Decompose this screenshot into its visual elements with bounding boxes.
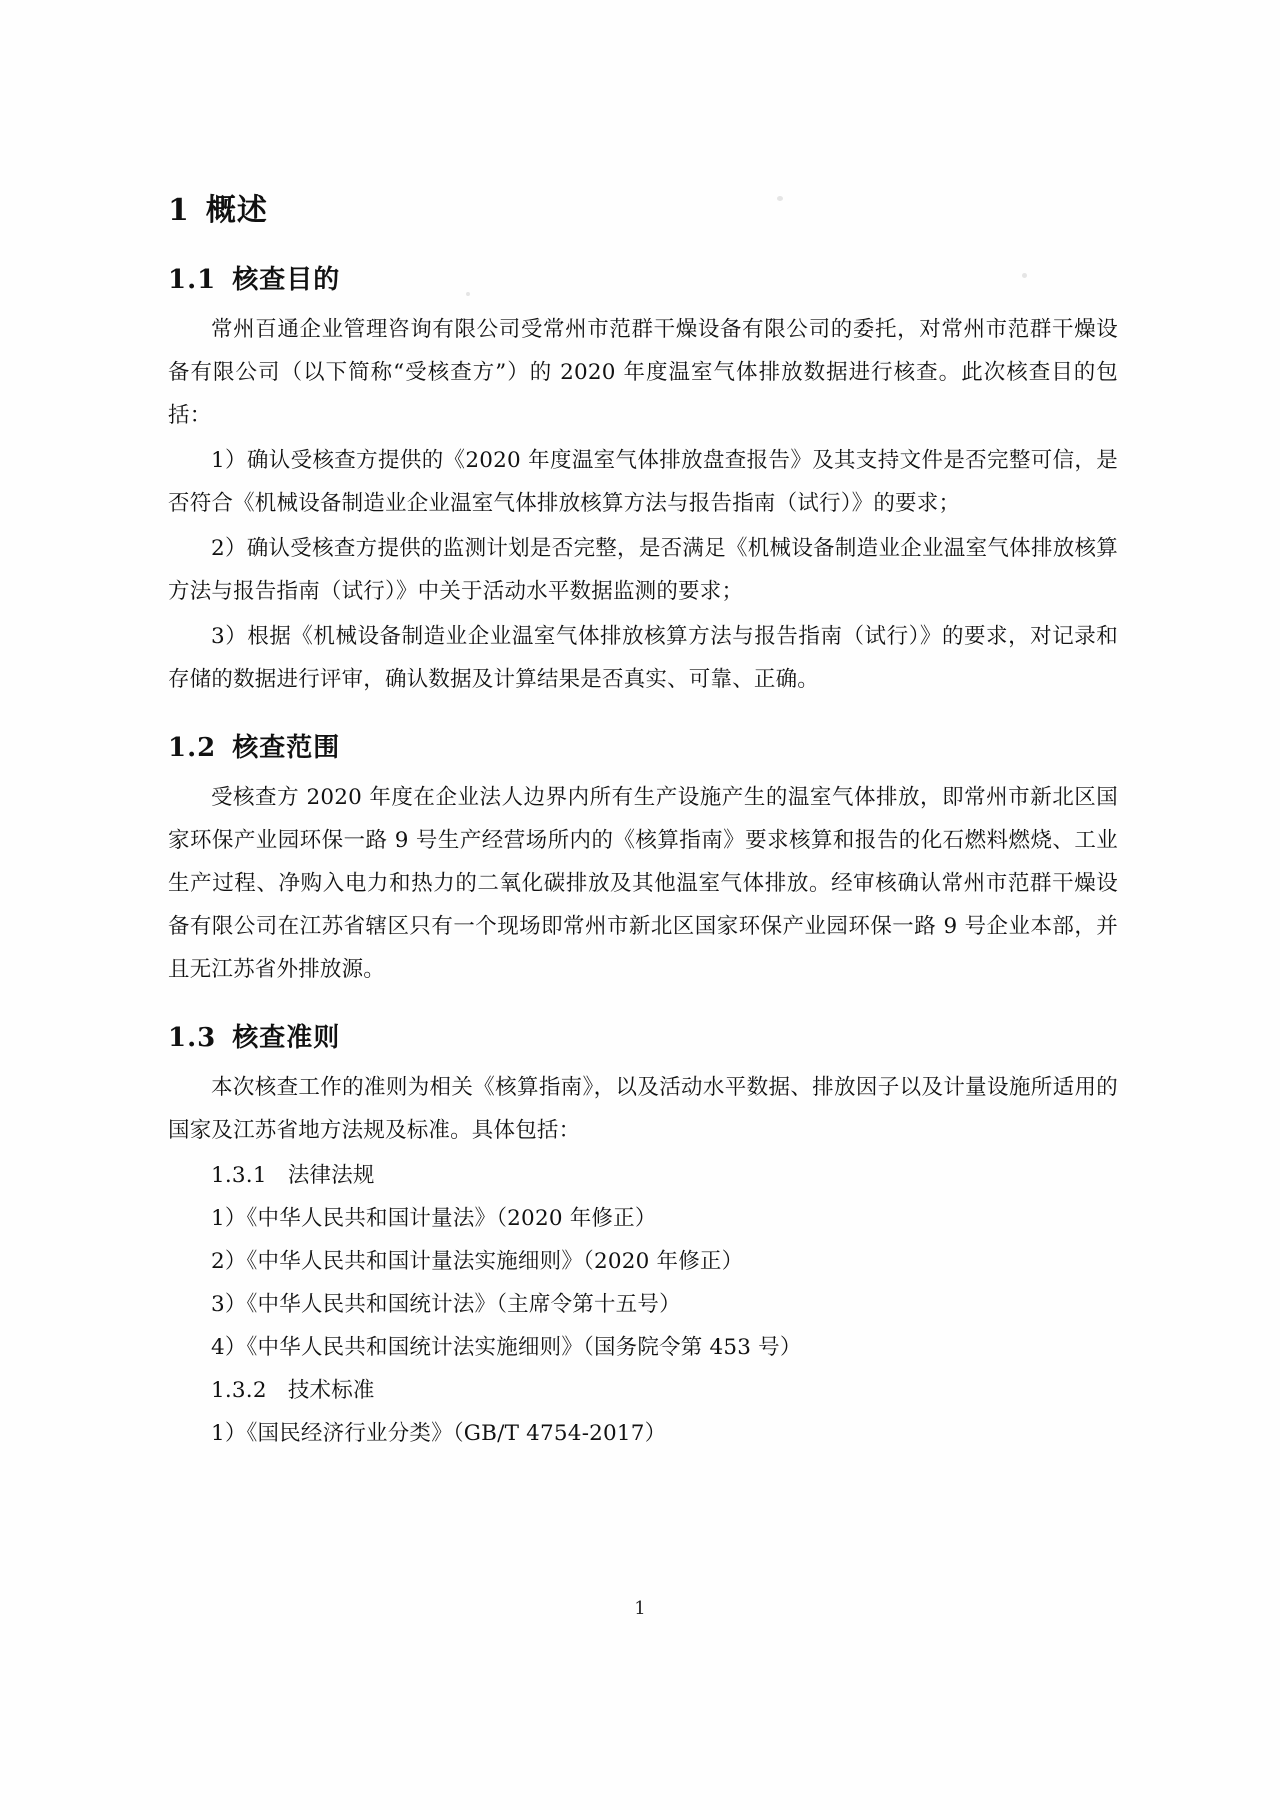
subsection-number: 1.1 (168, 265, 217, 295)
subsection-heading-1-3 (168, 1017, 1118, 1054)
group-number: 1.3.2 (211, 1378, 267, 1403)
list-item: 2）《中华人民共和国计量法实施细则》（2020 年修正） (211, 1249, 744, 1274)
section-title: 概述 (205, 193, 268, 228)
page-number: 1 (634, 1598, 646, 1619)
section-number: 1 (168, 193, 190, 228)
paragraph: 本次核查工作的准则为相关《核算指南》，以及活动水平数据、排放因子以及计量设施所适用的国家及江苏省地方法规及标准。具体包括： (168, 1075, 1118, 1143)
section-heading (168, 185, 1118, 229)
group-title: 法律法规 (287, 1163, 375, 1188)
paragraph: 1）确认受核查方提供的《2020 年度温室气体排放盘查报告》及其支持文件是否完整可信，是否符合《机械设备制造业企业温室气体排放核算方法与报告指南（试行）》的要求； (168, 448, 1118, 516)
paragraph: 2）确认受核查方提供的监测计划是否完整，是否满足《机械设备制造业企业温室气体排放核算方法与报告指南（试行）》中关于活动水平数据监测的要求； (168, 536, 1118, 604)
list-item: 1）《国民经济行业分类》（GB/T 4754-2017） (211, 1421, 667, 1446)
page-content (168, 185, 1118, 1455)
subsection-title: 核查目的 (232, 265, 341, 295)
list-item: 1）《中华人民共和国计量法》（2020 年修正） (211, 1206, 657, 1231)
subsection-number: 1.2 (168, 733, 217, 763)
subsection-heading-1-1 (168, 259, 1118, 296)
group-title: 技术标准 (287, 1378, 375, 1403)
subsection-heading-1-2 (168, 727, 1118, 764)
subsection-number: 1.3 (168, 1023, 217, 1053)
subsection-title: 核查准则 (232, 1023, 341, 1053)
paragraph: 受核查方 2020 年度在企业法人边界内所有生产设施产生的温室气体排放，即常州市新北区国家环保产业园环保一路 9 号生产经营场所内的《核算指南》要求核算和报告的化石燃料燃烧、工业生产过程、净购入电力和热力的二氧化碳排放及其他温室气体排放。经审核确认常州市范群干燥设备有限公司在江苏省辖区只有一个现场即常州市新北区国家环保产业园环保一路 9 号企业本部，并且无江苏省外排放源。 (168, 785, 1118, 982)
list-item: 3）《中华人民共和国统计法》（主席令第十五号） (211, 1292, 681, 1317)
group-number: 1.3.1 (211, 1163, 267, 1188)
list-item: 4）《中华人民共和国统计法实施细则》（国务院令第 453 号） (211, 1335, 802, 1360)
paragraph: 3）根据《机械设备制造业企业温室气体排放核算方法与报告指南（试行）》的要求，对记录和存储的数据进行评审，确认数据及计算结果是否真实、可靠、正确。 (168, 624, 1118, 692)
paragraph: 常州百通企业管理咨询有限公司受常州市范群干燥设备有限公司的委托，对常州市范群干燥设备有限公司（以下简称“受核查方”）的 2020 年度温室气体排放数据进行核查。此次核查目的包括： (168, 317, 1118, 428)
group-heading-1-3-1 (168, 1154, 1118, 1197)
subsection-title: 核查范围 (232, 733, 341, 763)
group-heading-1-3-2 (168, 1369, 1118, 1412)
